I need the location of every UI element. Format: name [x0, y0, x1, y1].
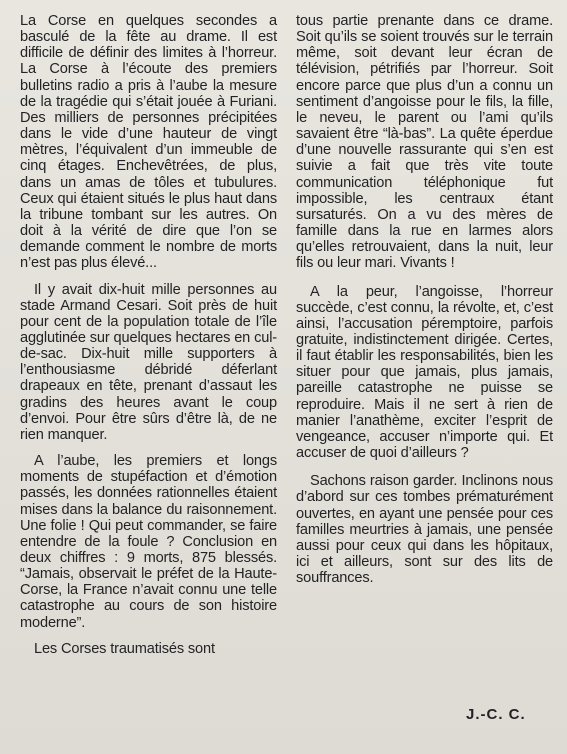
paragraph-intro: La Corse en quelques secondes a basculé de la fête au drame. Il est difficile de définir des limites à l’horreur. La Corse à l’écoute des premiers bulletins radio a pris à l’aube la mesure de la tragédie qui s’était jouée à Furiani. Des milliers de personnes précipitées dans le vide d’une hauteur de vingt mètres, l’équivalent d’un immeuble de cinq étages. Enchevêtrées, de plus, dans un amas de tôles et tubulures. Ceux qui étaient situés le plus haut dans la tribune tombant sur les autres. On doit à la vérité de dire que l’on se demande comment le nombre de morts n’est pas plus élevé... [20, 13, 277, 272]
article-column-right [296, 13, 553, 586]
paragraph-traumatised: Les Corses traumatisés sont [34, 640, 215, 657]
author-signature: J.-C. C. [466, 706, 526, 723]
paragraph-reason: Sachons raison garder. Inclinons nous d’abord sur ces tombes prématurément ouvertes, en ayant une pensée pour ces familles meurtries à jamais, une pensée aussi pour ceux qui dans les hôpitaux, ici et ailleurs, sont sur des lits de souffrances. [296, 473, 553, 587]
paragraph-dawn: A l’aube, les premiers et longs moments de stupéfaction et d’émotion passés, les données rationnelles étaient mises dans la balance du raisonnement. Une folie ! Qui peut commander, se faire entendre de la foule ? Conclusion en deux chiffres : 9 morts, 875 blessés. “Jamais, observait le préfet de la Haute-Corse, la France n’avait connu une telle catastrophe au cours de son histoire moderne”. [20, 453, 277, 631]
paragraph-stadium: Il y avait dix-huit mille personnes au stade Armand Cesari. Soit près de huit pour cent de la population totale de l’île agglutinée sur quelques hectares en cul-de-sac. Dix-huit mille supporters à l’enthousiasme débridé déferlant drapeaux en tête, prenant d’assaut les gradins des heures avant le coup d’envoi. Pour être sûrs d’être là, de ne rien manquer. [20, 281, 277, 443]
paragraph-continuation: tous partie prenante dans ce drame. Soit qu’ils se soient trouvés sur le terrain même, soit devant leur écran de télévision, pétrifiés par l’horreur. Soit encore parce que plus d’un a connu un sentiment d’angoisse pour le fils, la fille, le neveu, le parent ou l’ami qu’ils savaient être “là-bas”. La quête éperdue d’une nouvelle rassurante qui s’en est suivie a fait que très vite toute communication téléphonique fut impossible, les centraux étant sursaturés. On a vu des mères de famille dans la rue en larmes alors qu’elles retrouvaient, dans la nuit, leur fils ou leur mari. Vivants ! [296, 13, 553, 272]
paragraph-fear: A la peur, l’angoisse, l’horreur succède, c’est connu, la révolte, et, c’est ainsi, l’accusation péremptoire, parfois gratuite, indistinctement dirigée. Certes, il faut établir les responsabilités, bien les situer pour que jamais, plus jamais, pareille catastrophe ne puisse se reproduire. Mais il ne sert à rien de manier l’anathème, exciter l’esprit de vengeance, accuser n’importe qui. Et accuser de quoi d’ailleurs ? [296, 283, 553, 462]
article-column-left [20, 13, 277, 657]
